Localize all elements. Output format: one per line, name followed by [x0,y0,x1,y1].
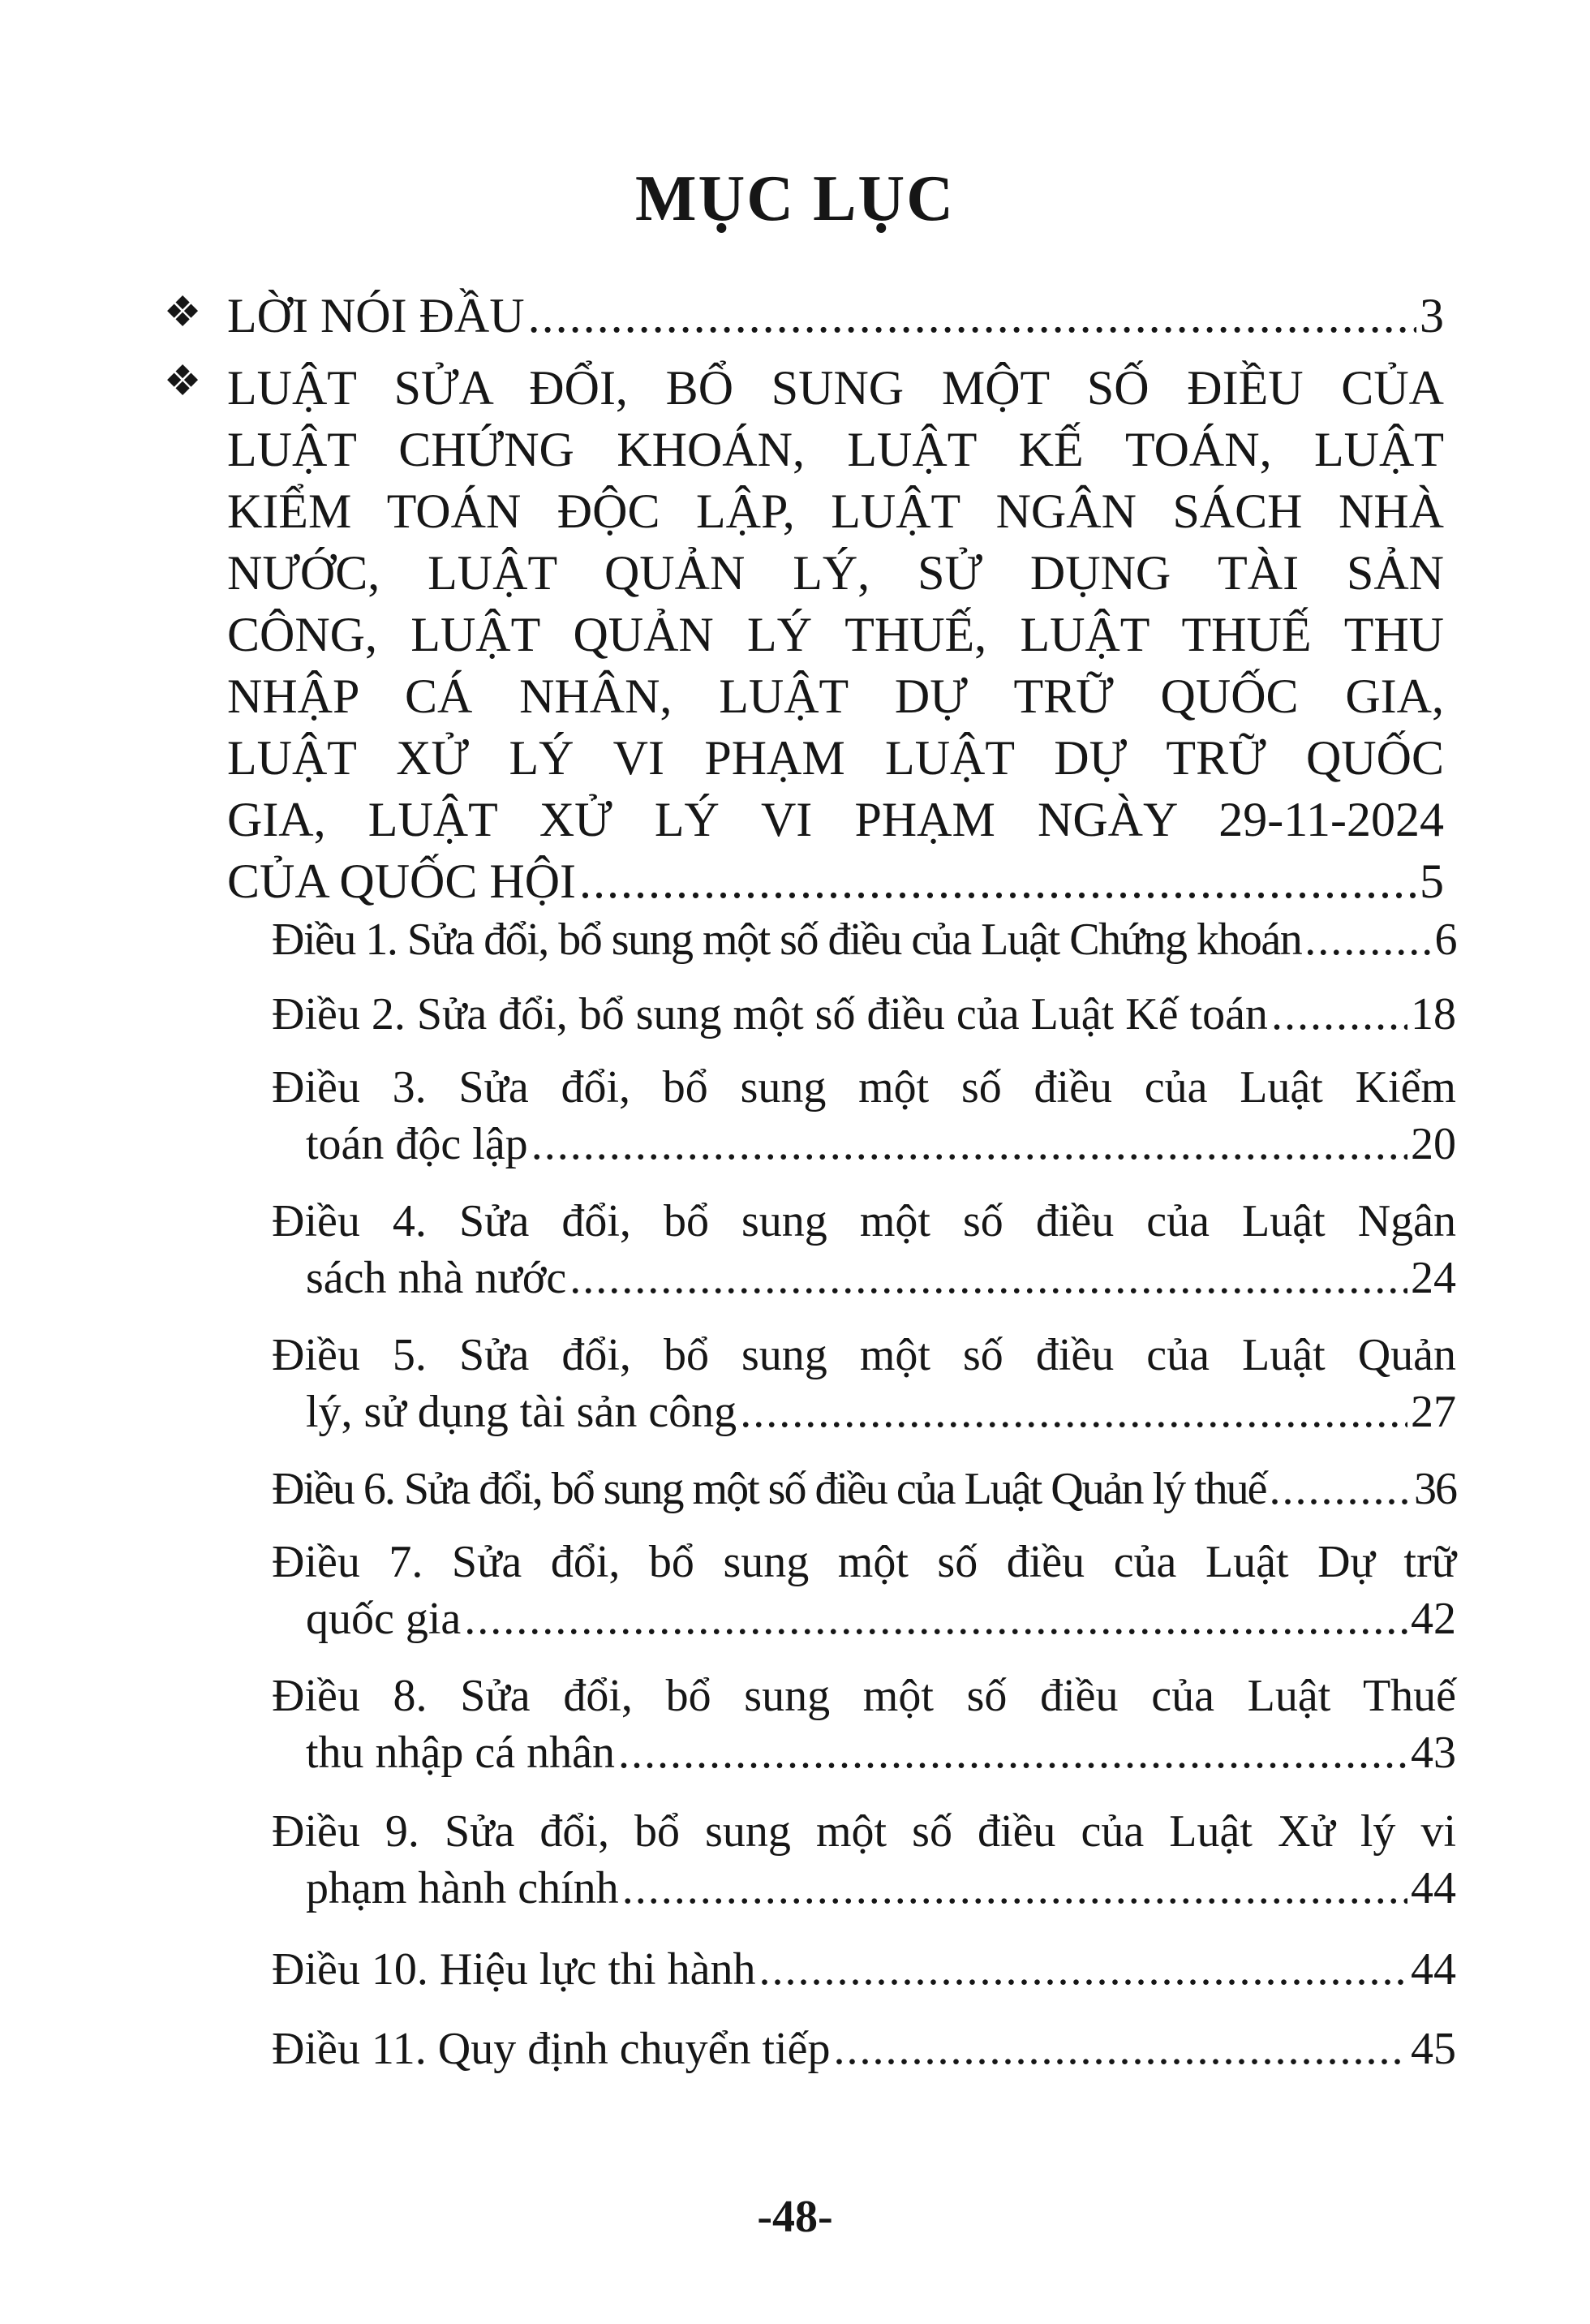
toc-page-number: 36 [1414,1464,1456,1514]
dot-leader [758,1941,1407,1998]
toc-entry-law[interactable] [162,357,1444,912]
toc-entry-title-line: NHẬP CÁ NHÂN, LUẬT DỰ TRỮ QUỐC GIA, [227,669,1444,723]
article-title-continuation: phạm hành chính [306,1863,619,1913]
toc-page-number: 27 [1411,1387,1456,1437]
toc-article-11[interactable] [272,2021,1456,2077]
diamond-bullet-icon: ❖ [163,359,202,405]
toc-page-number: 45 [1411,2024,1456,2074]
toc-article-10[interactable] [272,1941,1456,1998]
toc-article-9[interactable] [272,1803,1456,1917]
toc-article-4[interactable] [272,1193,1456,1306]
article-title: Điều 6. Sửa đổi, bổ sung một số điều của Luật Quản lý thuế [272,1464,1266,1514]
dot-leader [618,1724,1407,1781]
diamond-bullet-icon: ❖ [163,290,202,336]
article-title: Điều 2. Sửa đổi, bổ sung một số điều của Luật Kế toán [272,989,1268,1039]
toc-entry-title-line: LUẬT SỬA ĐỔI, BỔ SUNG MỘT SỐ ĐIỀU CỦA [227,361,1444,415]
article-title: Điều 1. Sửa đổi, bổ sung một số điều của Luật Chứng khoán [272,915,1302,965]
dot-leader [1304,911,1431,968]
dot-leader [528,288,1416,344]
toc-page-number: 20 [1411,1119,1456,1169]
article-title-continuation: thu nhập cá nhân [306,1728,615,1778]
toc-entry-title-line: GIA, LUẬT XỬ LÝ VI PHẠM NGÀY 29-11-2024 [227,793,1444,846]
article-title-continuation: toán độc lập [306,1119,528,1169]
toc-page-number: 18 [1411,989,1456,1039]
article-title-continuation: quốc gia [306,1594,462,1644]
toc-page-number: 6 [1434,915,1456,965]
toc-page-number: 44 [1411,1944,1456,1995]
dot-leader [740,1384,1407,1440]
toc-page-number: 3 [1420,289,1444,342]
toc-entry-title-line: LUẬT XỬ LÝ VI PHẠM LUẬT DỰ TRỮ QUỐC [227,731,1444,785]
toc-entry-title-line: CỦA QUỐC HỘI [227,854,577,908]
toc-article-6[interactable] [272,1461,1456,1517]
toc-page-number: 43 [1411,1728,1456,1778]
article-title: Điều 9. Sửa đổi, bổ sung một số điều của Luật Xử lý vi [272,1806,1456,1857]
toc-article-1[interactable] [272,911,1456,968]
dot-leader [464,1590,1407,1647]
article-title: Điều 3. Sửa đổi, bổ sung một số điều của Luật Kiểm [272,1062,1456,1113]
toc-page-number: 5 [1420,854,1444,908]
toc-entry-title-line: KIỂM TOÁN ĐỘC LẬP, LUẬT NGÂN SÁCH NHÀ [227,484,1444,538]
article-title: Điều 8. Sửa đổi, bổ sung một số điều của Luật Thuế [272,1671,1456,1721]
article-title: Điều 4. Sửa đổi, bổ sung một số điều của Luật Ngân [272,1196,1456,1246]
dot-leader [1269,1461,1411,1517]
dot-leader [531,1116,1407,1173]
dot-leader [579,850,1416,912]
page-number: -48- [757,2192,833,2242]
dot-leader [622,1860,1407,1917]
toc-article-5[interactable] [272,1327,1456,1440]
article-title: Điều 11. Quy định chuyển tiếp [272,2024,831,2074]
dot-leader [569,1250,1407,1306]
toc-entry-title-line: CÔNG, LUẬT QUẢN LÝ THUẾ, LUẬT THUẾ THU [227,608,1444,661]
toc-entry-title-line: NƯỚC, LUẬT QUẢN LÝ, SỬ DỤNG TÀI SẢN [227,546,1444,600]
page-title: MỤC LỤC [635,163,955,235]
toc-article-8[interactable] [272,1668,1456,1781]
article-title: Điều 5. Sửa đổi, bổ sung một số điều của Luật Quản [272,1330,1456,1380]
article-title-continuation: lý, sử dụng tài sản công [306,1387,737,1437]
dot-leader [1271,986,1407,1043]
toc-article-7[interactable] [272,1534,1456,1647]
toc-entry-preface[interactable] [162,288,1444,353]
toc-page-number: 24 [1411,1253,1456,1303]
toc-entry-title: LỜI NÓI ĐẦU [227,289,525,342]
toc-article-2[interactable] [272,986,1456,1043]
article-title-continuation: sách nhà nước [306,1253,567,1303]
toc-article-3[interactable] [272,1059,1456,1173]
article-title: Điều 7. Sửa đổi, bổ sung một số điều của Luật Dự trữ [272,1537,1456,1587]
article-title: Điều 10. Hiệu lực thi hành [272,1944,756,1995]
toc-page-number: 44 [1411,1863,1456,1913]
dot-leader [833,2021,1407,2077]
toc-entry-title-line: LUẬT CHỨNG KHOÁN, LUẬT KẾ TOÁN, LUẬT [227,423,1444,476]
toc-page-number: 42 [1411,1594,1456,1644]
